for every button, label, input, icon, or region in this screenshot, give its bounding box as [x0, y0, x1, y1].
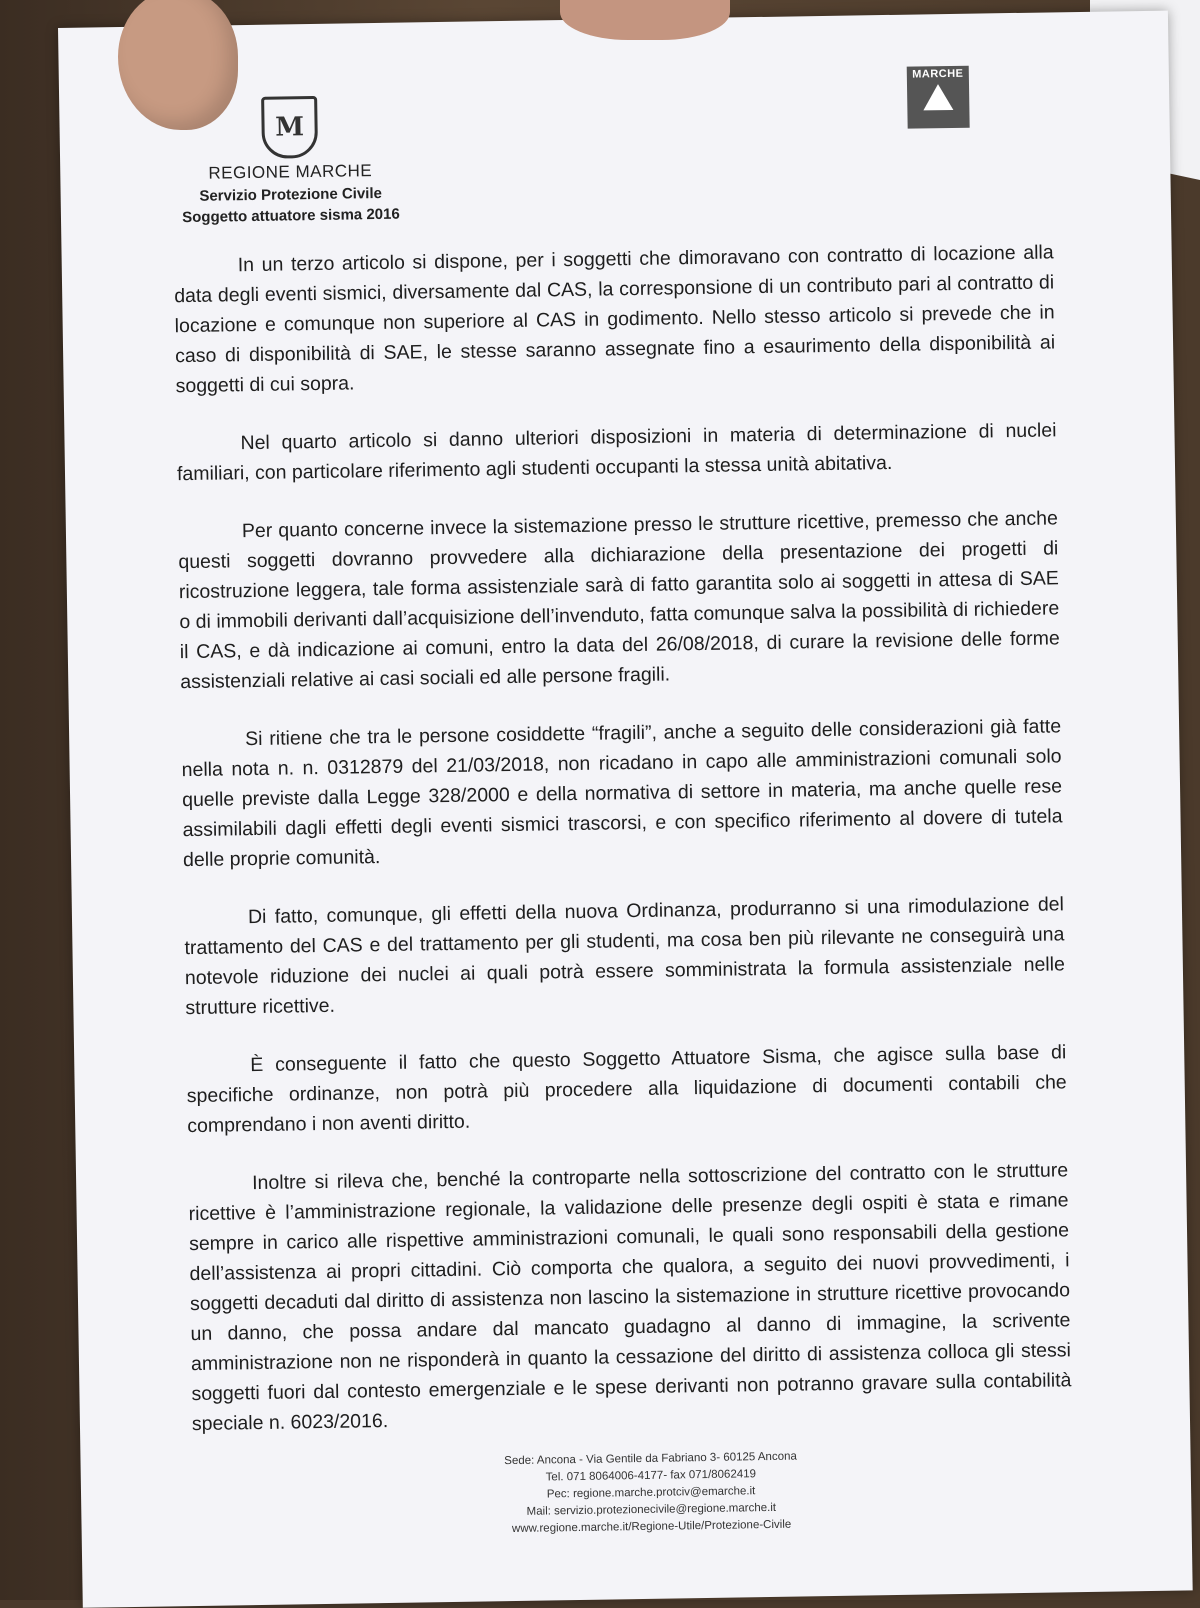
document-page: [58, 11, 1193, 1608]
paragraph: Nel quarto articolo si danno ulteriori disposizioni in materia di determinazione di nuclei familiari, con particolare riferimento agli studenti occupanti la stessa unità abitativa.: [176, 419, 1057, 486]
logo-label: MARCHE: [912, 67, 964, 81]
region-name: REGIONE MARCHE: [208, 161, 373, 183]
footer-address: Sede: Ancona - Via Gentile da Fabriano 3- 60125 Ancona: [504, 1450, 797, 1468]
footer-pec: Pec: regione.marche.protciv@emarche.it: [546, 1485, 756, 1501]
paragraph: Si ritiene che tra le persone cosiddette “fragili”, anche a seguito delle considerazioni già fatte nella nota n. n. 0312879 del 21/03/2018, non ricadano in capo alle amministrazioni comunali solo quelle previste dalla Legge 328/2000 e della normativa di settore in materia, ma anche quelle rese assimilabili dagli effetti degli eventi sismici trascorsi, e con specifico riferimento al dovere di tutela delle proprie comunità.: [181, 715, 1063, 872]
letterhead: [170, 160, 411, 226]
document-body: [174, 237, 1073, 1467]
paragraph: In un terzo articolo si dispone, per i soggetti che dimoravano con contratto di locazione alla data degli eventi sismici, diversamente dal CAS, la corresponsione di un contributo pari al contratto di locazione e comunque non superiore al CAS in godimento. Nello stesso articolo si prevede che in caso di disponibilità di SAE, le stesse saranno assegnate fino a esaurimento della disponibilità ai soggetti di cui sopra.: [174, 241, 1056, 398]
triangle-icon: [923, 84, 953, 110]
paragraph: Per quanto concerne invece la sistemazione presso le strutture ricettive, premesso che anche questi soggetti dovranno provvedere alla dichiarazione della presentazione dei progetti di ricostruzione leggera, tale forma assistenziale sarà di fatto garantita solo ai soggetti in attesa di SAE o di immobili derivanti dall’acquisizione dell’invenduto, fatta comunque salva la possibilità di richiedere il CAS, e dà indicazione ai comuni, entro la data del 26/08/2018, di curare la revisione delle forme assistenziali relative ai casi sociali ed alle persone fragili.: [178, 507, 1060, 694]
subject-name: Soggetto attuatore sisma 2016: [182, 205, 400, 227]
footer-contacts: [460, 1448, 841, 1539]
footer-mail: Mail: servizio.protezionecivile@regione.marche.it: [526, 1501, 777, 1518]
footer-website: www.regione.marche.it/Regione-Utile/Protezione-Civile: [511, 1518, 792, 1536]
paragraph: È conseguente il fatto che questo Soggetto Attuatore Sisma, che agisce sulla base di specifiche ordinanze, non potrà più procedere alla liquidazione di documenti contabili che comprendano i non aventi diritto.: [186, 1041, 1067, 1138]
footer-phone: Tel. 071 8064006-4177- fax 071/8062419: [545, 1468, 757, 1484]
protezione-civile-logo: [907, 66, 970, 129]
paragraph: Inoltre si rileva che, benché la controparte nella sottoscrizione del contratto con le strutture ricettive è l’amministrazione regionale, la validazione delle presenze degli ospiti è stata e rimane sempre in carico alle rispettive amministrazioni comunali, le quali sono responsabili della gestione dell’assistenza ai propri cittadini. Ciò comporta che qualora, a seguito dei nuovi provvedimenti, i soggetti decaduti dal diritto di assistenza non lascino la sistemazione in strutture ricettive provocando un danno, che possa andare dal mancato guadagno al danno di immagine, la scrivente amministrazione non ne risponderà in quanto la cessazione del diritto di assistenza colloca gli stessi soggetti fuori dal contesto emergenziale e le spese derivanti non potranno gravare sulla contabilità speciale n. 6023/2016.: [188, 1159, 1072, 1436]
paragraph: Di fatto, comunque, gli effetti della nuova Ordinanza, produrranno si una rimodulazione del trattamento del CAS e del trattamento per gli studenti, ma cosa ben più rilevante ne conseguirà una notevole riduzione dei nuclei ai quali potrà essere somministrata la formula assistenziale nelle strutture ricettive.: [184, 893, 1066, 1020]
service-name: Servizio Protezione Civile: [199, 184, 383, 205]
regione-marche-logo-icon: M: [261, 96, 318, 159]
